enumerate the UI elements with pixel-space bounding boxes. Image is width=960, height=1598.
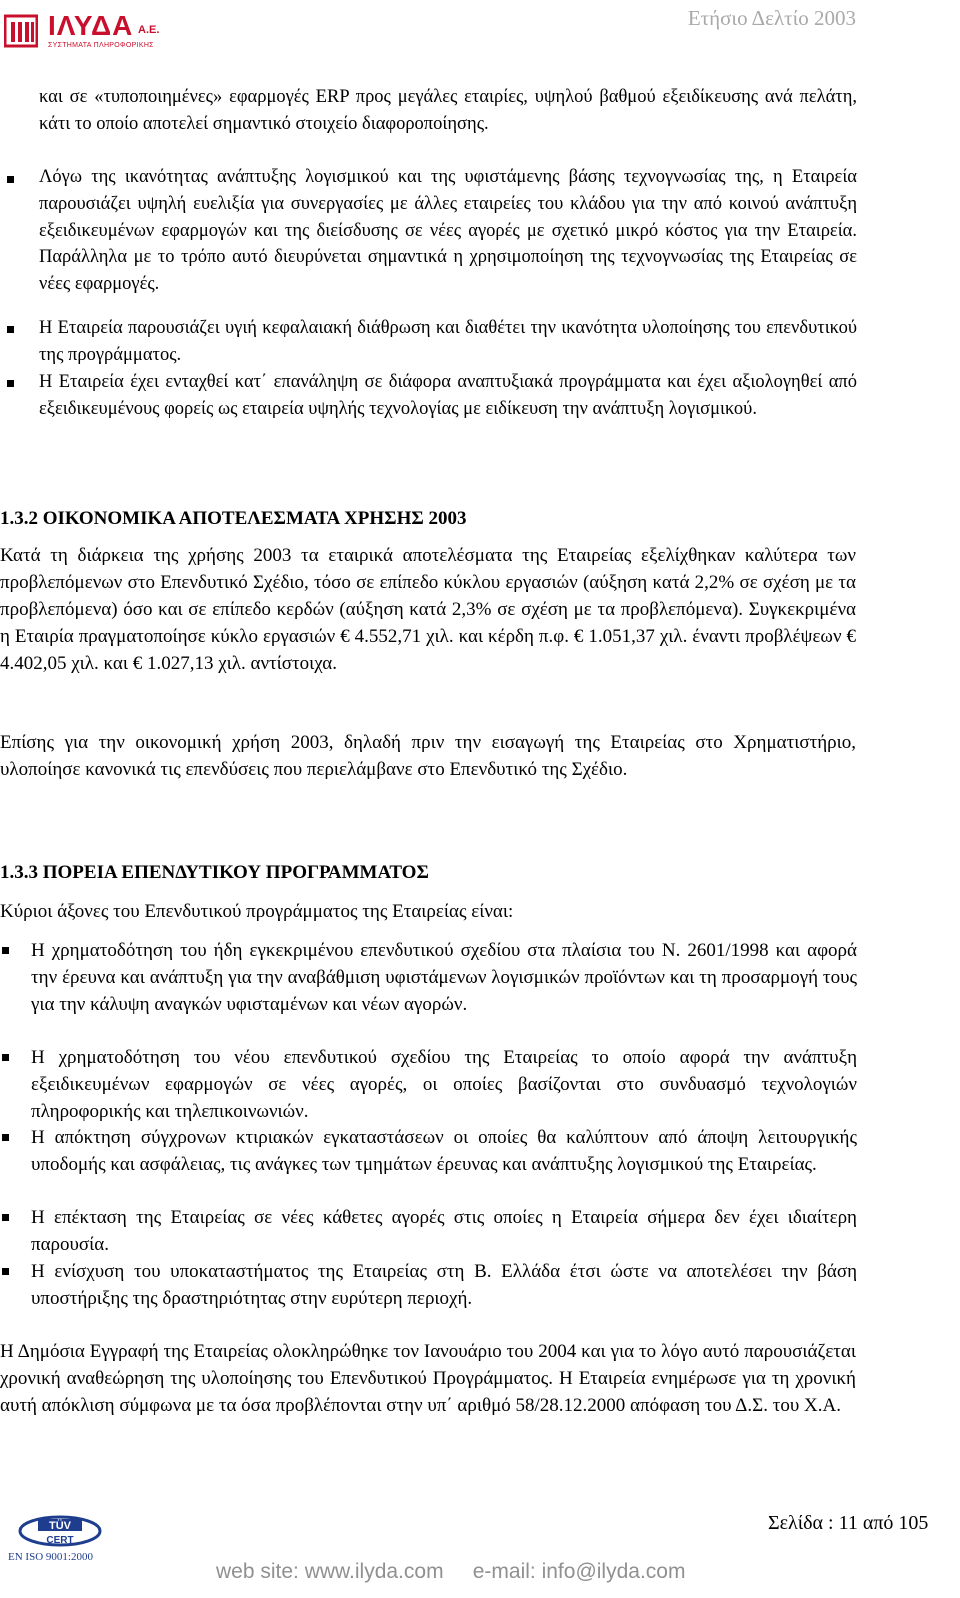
tuv-cert-logo <box>8 1513 112 1569</box>
logo-wordmark: ΙΛΥΔΑ <box>48 10 134 41</box>
intro-continuation: και σε «τυποποιημένες» εφαρμογές ERP προς μεγάλες εταιρίες, υψηλού βαθμού εξειδίκευσης ανά πελάτη, κάτι το οποίο αποτελεί σημαντικό στοιχείο διαφοροποίησης. <box>39 87 857 134</box>
svg-text:TÜV: TÜV <box>49 1520 71 1532</box>
intro-bullet-3: Η Εταιρεία έχει ενταχθεί κατ΄ επανάληψη σε διάφορα αναπτυξιακά προγράμματα και έχει αξιολογηθεί από εξειδικευμένους φορείς ως εταιρεία υψηλής τεχνολογίας με ειδίκευση την ανάπτυξη λογισμικού. <box>39 372 857 419</box>
bullet-square-icon <box>7 380 14 387</box>
intro-bullet-1: Λόγω της ικανότητας ανάπτυξης λογισμικού και της υφιστάμενης βάσης τεχνογνωσίας της, η Εταιρεία παρουσιάζει υψηλή ευελιξία για συνεργασίες με άλλες εταιρείες του κλάδου για την από κοινού ανάπτυξη εξειδικευμένων εφαρμογών και της διείσδυσης σε νέες αγορές με σχετικό μικρό κόστος για την Εταιρεία. Παράλληλα με το τρόπο αυτό διευρύνεται σημαντικά η χρησιμοποίηση της τεχνογνωσίας της Εταιρείας σε νέες εφαρμογές. <box>39 167 857 295</box>
bullet-square-icon <box>2 947 9 954</box>
investment-bullet-1: Η χρηματοδότηση του ήδη εγκεκριμένου επενδυτικού σχεδίου στα πλαίσια του Ν. 2601/1998 και αφορά την έρευνα και ανάπτυξη για την αναβάθμιση υφιστάμενων λογισμικών προϊόντων και τη προσαρμογή τους για την κάλυψη αναγκών υφισταμένων και νέων αγορών. <box>31 940 857 1015</box>
bullet-square-icon <box>2 1214 9 1221</box>
bullet-square-icon <box>2 1054 9 1061</box>
bullet-square-icon <box>2 1268 9 1275</box>
cert-standard: EN ISO 9001:2000 <box>8 1551 93 1563</box>
footer-contact: web site: www.ilyda.com e-mail: info@ilyda.com <box>216 1560 686 1583</box>
company-logo <box>4 8 174 50</box>
logo-mark-icon <box>4 14 38 48</box>
investment-bullet-4: Η επέκταση της Εταιρείας σε νέες κάθετες αγορές στις οποίες η Εταιρεία σήμερα δεν έχει ιδιαίτερη παρουσία. <box>31 1207 857 1255</box>
investment-bullet-3: Η απόκτηση σύγχρονων κτιριακών εγκαταστάσεων οι οποίες θα καλύπτουν από άποψη λειτουργικής υποδομής και ασφάλειας, τις ανάγκες των τμημάτων έρευνας και ανάπτυξης λογισμικού της Εταιρείας. <box>31 1127 857 1175</box>
investment-bullet-5: Η ενίσχυση του υποκαταστήματος της Εταιρείας στη Β. Ελλάδα έτσι ώστε να αποτελέσει την βάση υποστήριξης της δραστηριότητας στην ευρύτερη περιοχή. <box>31 1261 857 1309</box>
bullet-square-icon <box>2 1134 9 1141</box>
section-heading-133: 1.3.3 ΠΟΡΕΙΑ ΕΠΕΝΔΥΤΙΚΟΥ ΠΡΟΓΡΑΜΜΑΤΟΣ <box>0 862 429 883</box>
section-133-intro: Κύριοι άξονες του Επενδυτικού προγράμματος της Εταιρείας είναι: <box>0 901 514 922</box>
report-title: Ετήσιο Δελτίο 2003 <box>687 6 856 30</box>
section-132-paragraph-2: Επίσης για την οικονομική χρήση 2003, δηλαδή πριν την εισαγωγή της Εταιρείας στο Χρηματιστήριο, υλοποίησε κανονικά τις επενδύσεις που περιελάμβανε στο Επενδυτικό της Σχέδιο. <box>0 732 856 780</box>
intro-bullet-2: Η Εταιρεία παρουσιάζει υγιή κεφαλαιακή διάθρωση και διαθέτει την ικανότητα υλοποίησης του επενδυτικού της προγράμματος. <box>39 318 857 365</box>
svg-text:CERT: CERT <box>46 1535 74 1546</box>
logo-tagline: ΣΥΣΤΗΜΑΤΑ ΠΛΗΡΟΦΟΡΙΚΗΣ <box>48 42 154 49</box>
section-132-paragraph-1: Κατά τη διάρκεια της χρήσης 2003 τα εταιρικά αποτελέσματα της Εταιρείας εξελίχθηκαν καλύτερα των προβλεπόμενων στο Επενδυτικό Σχέδιο, τόσο σε επίπεδο κύκλου εργασιών (αύξηση κατά 2,2% σε σχέση με τα προβλεπόμενα) όσο και σε επίπεδο κερδών (αύξηση κατά 2,3% σε σχέση με τα προβλεπόμενα). Συγκεκριμένα η Εταιρία πραγματοποίησε κύκλο εργασιών € 4.552,71 χιλ. και κέρδη π.φ. € 1.051,37 χιλ. έναντι προβλέψεων € 4.402,05 χιλ. και € 1.027,13 χιλ. αντίστοιχα. <box>0 545 856 674</box>
bullet-square-icon <box>7 176 14 183</box>
page-number: Σελίδα : 11 από 105 <box>768 1512 929 1534</box>
bullet-square-icon <box>7 326 14 333</box>
section-133-closing: Η Δημόσια Εγγραφή της Εταιρείας ολοκληρώθηκε τον Ιανουάριο του 2004 και για το λόγο αυτό παρουσιάζεται χρονική αναθεώρηση της υλοποίησης του Επενδυτικού Προγράμματος. Η Εταιρεία ενημέρωσε για τη χρονική αυτή απόκλιση σύμφωνα με τα όσα προβλέπονται στην υπ΄ αριθμό 58/28.12.2000 απόφαση του Δ.Σ. του Χ.Α. <box>0 1341 856 1416</box>
logo-suffix: Α.Ε. <box>138 24 160 36</box>
section-heading-132: 1.3.2 ΟΙΚΟΝΟΜΙΚΑ ΑΠΟΤΕΛΕΣΜΑΤΑ ΧΡΗΣΗΣ 2003 <box>0 508 467 529</box>
investment-bullet-2: Η χρηματοδότηση του νέου επενδυτικού σχεδίου της Εταιρείας το οποίο αφορά την ανάπτυξη εξειδικευμένων εφαρμογών σε νέες αγορές, οι οποίες βασίζονται στο συνδυασμό τεχνολογιών πληροφορικής και τηλεπικοινωνιών. <box>31 1047 857 1122</box>
